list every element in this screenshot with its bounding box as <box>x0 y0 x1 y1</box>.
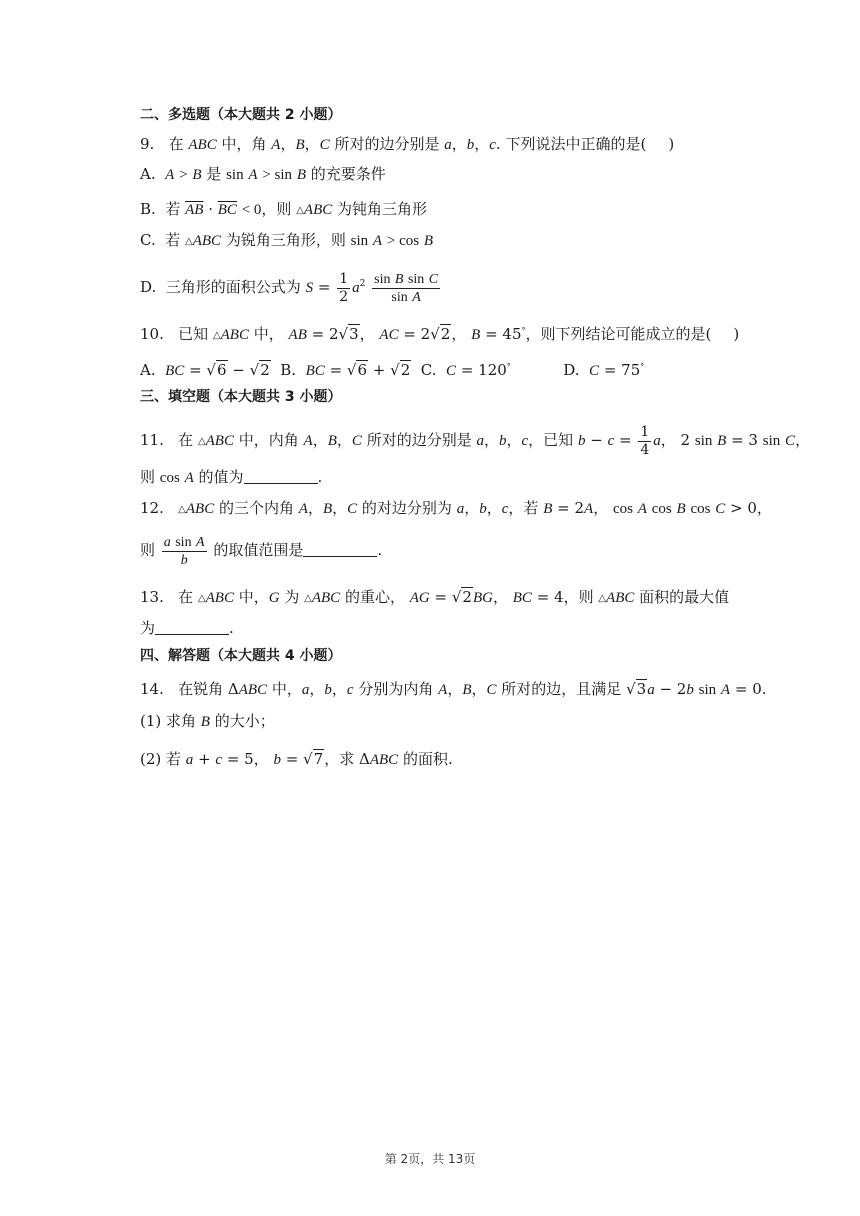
question-9-option-a: A. A > B 是 sin A > sin B 的充要条件 <box>140 165 386 183</box>
question-10-options: A. BC = √6 − √2 B. BC = √6 + √2 C. C = 120° D. C = 75° <box>140 361 645 379</box>
fraction-sinB-sinC-over-sinA: $\frac{\text{sin B sin C}}{\text{sin A}}$ <box>374 271 439 305</box>
question-14-number: 14. <box>140 680 164 698</box>
question-14-stem: 14. 在锐角 ΔABC 中，a，b，c 分别为内角 A，B，C 所对的边，且满足 √3a − 2b sin A = 0. <box>140 680 767 698</box>
fraction-one-half: $\frac{1}{2}$ <box>339 270 349 305</box>
question-11-answer-line: 则 cos A 的值为 . <box>140 468 323 486</box>
question-12-stem: 12. △ABC 的三个内角 A，B，C 的对边分别为 a，b，c，若 B = 2A， cos A cos B cos C > 0， <box>140 499 772 517</box>
question-9-option-b: B. 若 $\overline{AB} \cdot \overline{BC} < 0$，则 △ABC 为钝角三角形 <box>140 200 428 218</box>
question-13-stem: 13. 在 △ABC 中，G 为 △ABC 的重心， AG = √2BG， BC = 4，则 △ABC 面积的最大值 <box>140 588 730 606</box>
question-12-answer-line: 则 $\frac{\text{a sin A}}{b}$ 的取值范围是 . <box>140 534 383 568</box>
question-11-number: 11. <box>140 431 164 449</box>
question-9-option-c: C. 若 △ABC 为锐角三角形，则 sin A > cos B <box>140 231 434 249</box>
section-heading-fill-in: 三、填空题（本大题共 3 小题） <box>140 389 342 405</box>
answer-blank-11[interactable] <box>244 469 318 484</box>
question-9-option-d: D. 三角形的面积公式为 S = $\frac{1}{2}$ $a^2$ $\frac{\text{sin B sin C}}{\text{sin A}}$ <box>140 270 439 305</box>
fraction-asinA-over-b: $\frac{\text{a sin A}}{b}$ <box>163 534 205 568</box>
question-13-number: 13. <box>140 588 164 606</box>
fraction-one-quarter: $\frac{1}{4}$ <box>640 423 650 458</box>
answer-blank-13[interactable] <box>155 620 229 635</box>
question-9-stem: 9. 在 ABC 中，角 A，B，C 所对的边分别是 a，b，c. 下列说法中正确的是( ) <box>140 135 675 153</box>
page-footer: 第 2页，共 13页 <box>384 1152 476 1166</box>
question-12-number: 12. <box>140 499 164 517</box>
question-9-number: 9. <box>140 135 155 153</box>
section-heading-solution: 四、解答题（本大题共 4 小题） <box>140 648 342 664</box>
question-14-part-2: (2) 若 a + c = 5， b = √7，求 ΔABC 的面积. <box>140 750 453 768</box>
question-10-stem: 10. 已知 △ABC 中， AB = 2√3， AC = 2√2， B = 45°，则下列结论可能成立的是( ) <box>140 325 740 343</box>
question-14-part-1: (1) 求角 B 的大小； <box>140 712 275 730</box>
answer-blank-12[interactable] <box>303 542 377 557</box>
question-11-stem: 11. 在 △ABC 中，内角 A，B，C 所对的边分别是 a，b，c，已知 b − c = $\frac{1}{4}$ a， 2 sin B = 3 sin C， <box>140 423 811 458</box>
question-10-number: 10. <box>140 325 164 343</box>
question-13-answer-line: 为 . <box>140 619 234 637</box>
section-heading-multiple-choice: 二、多选题（本大题共 2 小题） <box>140 107 342 123</box>
